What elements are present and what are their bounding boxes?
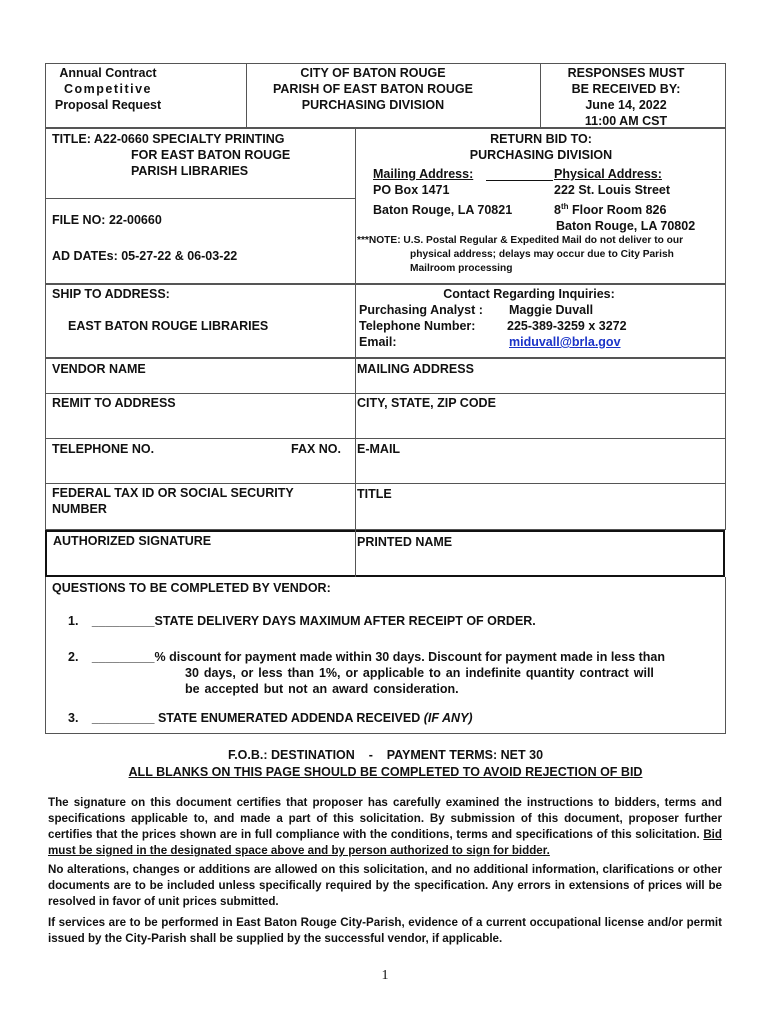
vendor-row-line-3 — [45, 483, 726, 484]
ship-to-label: SHIP TO ADDRESS: — [52, 287, 170, 301]
q2-blank[interactable]: _________ — [91, 650, 155, 664]
return-bid-to: RETURN BID TO: — [490, 132, 592, 146]
physical-address-label: Physical Address: — [554, 167, 662, 181]
rfp-title-line1: TITLE: A22-0660 SPECIALTY PRINTING — [52, 132, 285, 146]
fax-field[interactable]: FAX NO. — [291, 442, 342, 456]
contract-type: Annual Contract — [59, 66, 157, 80]
return-bid-division: PURCHASING DIVISION — [469, 148, 613, 162]
title-divider — [45, 198, 355, 199]
mailing-address-field[interactable]: MAILING ADDRESS — [357, 362, 474, 376]
q3-blank[interactable]: _________ — [91, 711, 155, 725]
license-paragraph: If services are to be performed in East Baton Rouge City-Parish, evidence of a current occupational license and/or permit issued by the City-Parish shall be supplied by the successful vendor, if applicable. — [48, 916, 722, 945]
header-right — [540, 65, 712, 129]
mailing-label-extension — [486, 180, 553, 181]
questions-heading: QUESTIONS TO BE COMPLETED BY VENDOR: — [52, 581, 331, 595]
vendor-row-line-2 — [45, 438, 726, 439]
fob-terms: F.O.B.: DESTINATION - PAYMENT TERMS: NET 30 — [227, 748, 544, 762]
email-label: Email: — [359, 335, 397, 349]
header-center — [246, 65, 500, 113]
contact-email-link[interactable]: miduvall@brla.gov — [509, 335, 621, 349]
question-3: 3. _________ STATE ENUMERATED ADDENDA RECEIVED (IF ANY) — [68, 711, 473, 725]
completion-warning: ALL BLANKS ON THIS PAGE SHOULD BE COMPLETED TO AVOID REJECTION OF BID — [128, 765, 643, 779]
vendor-name-field[interactable]: VENDOR NAME — [52, 362, 146, 376]
printed-name-field[interactable]: PRINTED NAME — [357, 535, 453, 549]
city-state-zip-field[interactable]: CITY, STATE, ZIP CODE — [357, 396, 496, 410]
parish-name: PARISH OF EAST BATON ROUGE — [272, 82, 473, 96]
due-time: 11:00 AM CST — [584, 114, 668, 128]
file-number: FILE NO: 22-00660 — [52, 213, 162, 227]
return-bid-heading — [356, 131, 726, 163]
analyst-label: Purchasing Analyst : — [359, 303, 483, 317]
ad-dates: AD DATEs: 05-27-22 & 06-03-22 — [52, 249, 238, 263]
physical-line1: 222 St. Louis Street — [554, 183, 671, 197]
be-received-by: BE RECEIVED BY: — [571, 82, 681, 96]
telephone-field[interactable]: TELEPHONE NO. — [52, 442, 155, 456]
due-date: June 14, 2022 — [585, 98, 667, 112]
city-name: CITY OF BATON ROUGE — [300, 66, 446, 80]
rfp-title-line2: FOR EAST BATON ROUGE — [131, 148, 291, 162]
email-field[interactable]: E-MAIL — [357, 442, 401, 456]
mailing-address-label: Mailing Address: — [373, 167, 474, 181]
contract-proposal: Proposal Request — [54, 98, 162, 112]
division-name: PURCHASING DIVISION — [301, 98, 445, 112]
vendor-divider — [355, 358, 356, 530]
ship-to-value: EAST BATON ROUGE LIBRARIES — [68, 319, 269, 333]
mailing-line2: Baton Rouge, LA 70821 — [373, 203, 513, 217]
vendor-row-line-1 — [45, 393, 726, 394]
physical-line3: Baton Rouge, LA 70802 — [556, 219, 696, 233]
analyst-value: Maggie Duvall — [509, 303, 594, 317]
question-2: 2. _________% discount for payment made within 30 days. Discount for payment made in less than — [68, 650, 666, 664]
phone-value: 225-389-3259 x 3272 — [507, 319, 627, 333]
question-2-line3: be accepted but not an award consideration. — [185, 682, 459, 696]
tax-id-field[interactable]: FEDERAL TAX ID OR SOCIAL SECURITY NUMBER — [52, 486, 294, 516]
certification-paragraph: The signature on this document certifies that proposer has carefully examined the instructions to bidders, terms and specifications applicable to, and made a part of this solicitation. By submission of this document, proposer further certifies that the prices shown are in full compliance with the conditions, terms and specifications of this solicitation. Bid must be signed in the designated space above and by person authorized to sign for bidder. — [48, 796, 722, 857]
header-left — [46, 65, 170, 113]
mailing-line1: PO Box 1471 — [373, 183, 450, 197]
q1-blank[interactable]: _________ — [91, 614, 155, 628]
remit-to-field[interactable]: REMIT TO ADDRESS — [52, 396, 176, 410]
rfp-title-line3: PARISH LIBRARIES — [131, 164, 249, 178]
title-field[interactable]: TITLE — [357, 487, 392, 501]
contact-heading: Contact Regarding Inquiries: — [443, 287, 615, 301]
contract-competitive: Competitive — [63, 82, 153, 96]
authorized-signature-field[interactable]: AUTHORIZED SIGNATURE — [53, 534, 212, 548]
question-2-line2: 30 days, or less than 1%, or applicable to an indefinite quantity contract will — [185, 666, 654, 680]
page-number: 1 — [381, 968, 389, 983]
physical-line2: 8th Floor Room 826 — [554, 201, 667, 217]
phone-label: Telephone Number: — [359, 319, 476, 333]
question-1: 1. _________STATE DELIVERY DAYS MAXIMUM AFTER RECEIPT OF ORDER. — [68, 614, 536, 628]
responses-must: RESPONSES MUST — [567, 66, 685, 80]
mail-note: ***NOTE: U.S. Postal Regular & Expedited Mail do not deliver to our physical address; delays may occur due to City Parish Mailroom processing — [357, 235, 684, 274]
alterations-paragraph: No alterations, changes or additions are allowed on this solicitation, and no additional information, clarifications or other documents are to be included unless specifically required by the specification. Any errors in extensions of prices will be resolved in favor of unit prices submitted. — [48, 863, 722, 908]
signature-divider — [355, 530, 356, 577]
